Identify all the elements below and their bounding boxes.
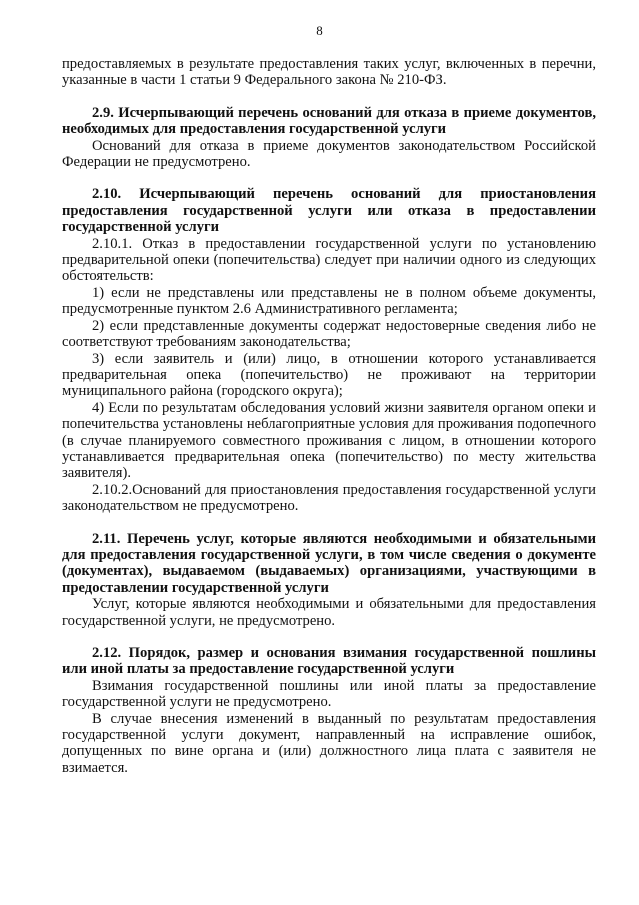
heading-2-11: 2.11. Перечень услуг, которые являются необходимыми и обязательными для предоставления государственной услуги, в том числе сведения о документе (документах), выдаваемом (выдаваемых) организациями, участвующими в предоставлении государственной услуги <box>62 530 596 596</box>
heading-2-10: 2.10. Исчерпывающий перечень оснований для приостановления предоставления государственной услуги или отказа в предоставлении государственной услуги <box>62 186 596 236</box>
paragraph-2-10-2: 2.10.2.Оснований для приостановления предоставления государственной услуги законодательством не предусмотрено. <box>62 481 596 515</box>
heading-2-12: 2.12. Порядок, размер и основания взимания государственной пошлины или иной платы за предоставление государственной услуги <box>62 645 596 678</box>
heading-2-9: 2.9. Исчерпывающий перечень оснований для отказа в приеме документов, необходимых для предоставления государственной услуги <box>62 104 596 138</box>
page-number: 8 <box>316 23 323 38</box>
paragraph-2-11: Услуг, которые являются необходимыми и обязательными для предоставления государственной услуги, не предусмотрено. <box>62 596 596 629</box>
paragraph-2-10-1: 2.10.1. Отказ в предоставлении государственной услуги по установлению предварительной опеки (попечительства) следует при наличии одного из следующих обстоятельств: <box>62 235 596 285</box>
paragraph-2-12-a: Взимания государственной пошлины или иной платы за предоставление государственной услуги не предусмотрено. <box>62 677 596 711</box>
paragraph-2-10-1-item-4: 4) Если по результатам обследования условий жизни заявителя органом опеки и попечительства установлены неблагоприятные условия для проживания подопечного (в случае планируемого совместного проживания с лицом, в отношении которого устанавливается предварительная опека (попечительство) по месту жительства заявителя). <box>62 399 596 482</box>
paragraph-2-9: Оснований для отказа в приеме документов законодательством Российской Федерации не предусмотрено. <box>62 137 596 171</box>
document-body <box>62 56 596 776</box>
paragraph-2-10-1-item-1: 1) если не представлены или представлены не в полном объеме документы, предусмотренные пунктом 2.6 Административного регламента; <box>62 284 596 318</box>
paragraph-continuation: предоставляемых в результате предоставления таких услуг, включенных в перечни, указанные в части 1 статьи 9 Федерального закона № 210-ФЗ. <box>62 56 596 89</box>
paragraph-2-12-b: В случае внесения изменений в выданный по результатам предоставления государственной услуги документ, направленный на исправление ошибок, допущенных по вине органа и (или) должностного лица плата с заявителя не взимается. <box>62 710 596 776</box>
paragraph-2-10-1-item-3: 3) если заявитель и (или) лицо, в отношении которого устанавливается предварительная опека (попечительство) не проживают на территории муниципального района (городского округа); <box>62 350 596 400</box>
paragraph-2-10-1-item-2: 2) если представленные документы содержат недостоверные сведения либо не соответствуют требованиям законодательства; <box>62 317 596 351</box>
